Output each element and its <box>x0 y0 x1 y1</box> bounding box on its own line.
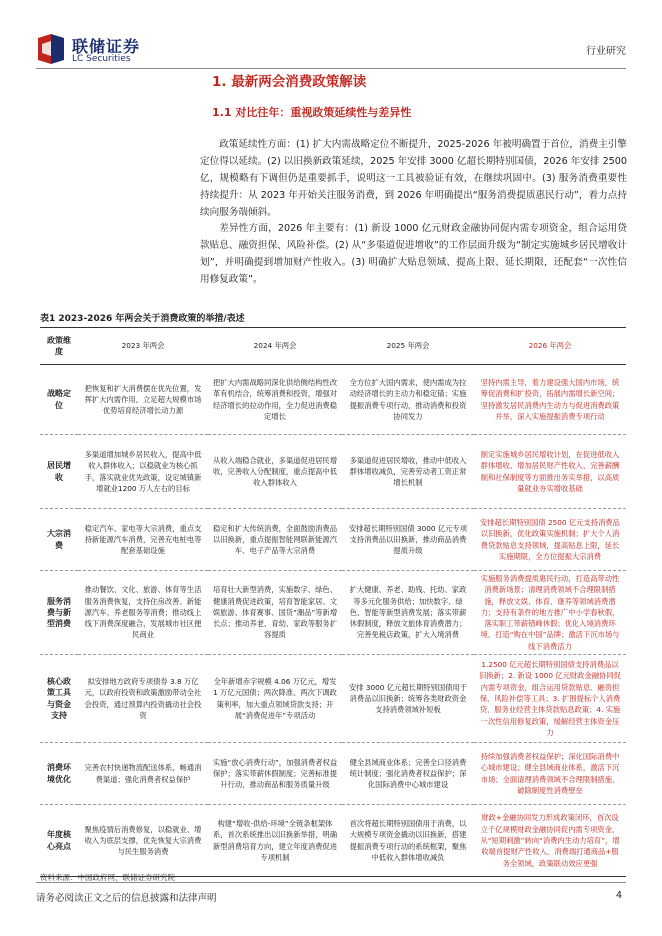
row-dimension: 大宗消费 <box>47 529 71 550</box>
cell-2025: 安排超长期特别国债 3000 亿元专项支持消费品以旧换新，推动商品消费提质升级 <box>348 523 468 556</box>
row-dimension: 核心政策工具与资金支持 <box>47 676 71 720</box>
cell-2024: 从收入端稳合就业，多渠道促进居民增收，完善收入分配制度，重点提高中低收入群体收入 <box>212 455 338 488</box>
cell-2026: 安排超长期特别国债 2500 亿元支持消费品以旧换新，优化政策实施机制；扩大个人消费贷款贴息支持领域，提高贴息上限，延长实施期限，全方位提振大宗消费 <box>480 517 620 561</box>
logo-english-name: LC Securities <box>72 54 131 64</box>
table-header-row <box>40 328 626 365</box>
table-row-consumption-environment <box>40 743 626 805</box>
table-source: 资料来源：中国政府网，联储证券研究院 <box>40 873 175 882</box>
row-dimension: 年度核心亮点 <box>47 830 71 851</box>
row-dimension: 服务消费与新型消费 <box>47 596 71 629</box>
cell-2023: 聚焦疫情后消费修复，以稳就业、增收入为底层支撑，优先恢复大宗消费与民生服务消费 <box>84 824 202 857</box>
header-2023: 2023 年两会 <box>121 341 165 351</box>
cell-2026: 持续加强消费者权益保护；深化国际消费中心城市建设；健全县域商业体系，激活下沉市场；全面清理消费领域不合理限制措施，破除制度性消费壁垒 <box>480 751 620 795</box>
cell-2023: 多渠道增加城乡居民收入，提高中低收入群体收入；以稳就业为核心抓手，落实就业优先政策，设定城镇新增就业1200 万人左右的目标 <box>84 449 202 493</box>
cell-2023: 推动餐饮、文化、旅游、体育等生活服务消费恢复，支持住房改善、新能源汽车、养老服务等消费；推动线上线下消费深度融合，发展城市社区便民商业 <box>84 585 202 640</box>
cell-2026: 制定实施城乡居民增收计划，在促进低收入群体增收、增加居民财产性收入、完善薪酬制和社保制度等方面推出务实举措，以高质量就业夯实增收基础 <box>480 449 620 493</box>
paragraph-differences: 差异性方面，2026 年主要有：(1) 新设 1000 亿元财政金融协同促内需专项资金，组合运用贷款贴息、融资担保、风险补偿。(2) 从“多渠道促进增收”的工作层面升级为“制定实施城乡居民增收计划”，并明确提到增加财产性收入。(3) 明确扩大贴息领域、提高上限、延长期限，还配套“一次性信用修复政策”。 <box>200 223 627 285</box>
footer-divider <box>36 882 626 883</box>
cell-2024: 稳定和扩大传统消费，全面鼓励消费品以旧换新，重点提振智能网联新能源汽车、电子产品等大宗消费 <box>212 523 338 556</box>
footer-disclaimer: 请务必阅读正文之后的信息披露和法律声明 <box>36 893 217 904</box>
header-divider <box>36 68 626 69</box>
cell-2024: 实施“放心消费行动”，加强消费者权益保护；落实带薪休假制度；完善标准提升行动，推动商品和服务质量升级 <box>212 757 338 790</box>
cell-2026: 1.2500 亿元超长期特别国债支持消费品以旧换新；2. 新设 1000 亿元财政金融协同促内需专项资金，组合运用贷款贴息、融资担保、风险补偿等工具；3. 扩围提标个人消费贷、服务业经营主体贷款贴息政策；4. 实施一次性信用修复政策，缓解经营主体资金压力 <box>479 660 621 737</box>
company-logo <box>36 32 156 68</box>
cell-2023: 完善农村快递物流配送体系，畅通消费渠道；强化消费者权益保护 <box>84 763 202 784</box>
company-logo-icon <box>36 34 66 64</box>
cell-2025: 扩大健康、养老、助残、托幼、家政等多元化服务供给；加快数字、绿色、智能等新型消费发展；落实带薪休假制度，释放文旅体育消费潜力；完善免税店政策，扩大入境消费 <box>349 585 467 640</box>
logo-chinese-name: 联储证券 <box>72 37 141 56</box>
header-2024: 2024 年两会 <box>253 341 297 351</box>
table-row-policy-tools <box>40 655 626 743</box>
header-2026: 2026 年两会 <box>528 341 572 351</box>
cell-2023: 拟安排地方政府专项债券 3.8 万亿元，以政府投资和政策激励带动全社会投资，通过预算内投资撬动社会投资 <box>84 676 202 720</box>
table-row-bulk-consumption <box>40 509 626 571</box>
cell-2024: 全年新增赤字规模 4.06 万亿元，增发 1 万亿元国债；两次降准、两次下调政策利率，加大重点领域贷款支持；开展“消费促进年”专项活动 <box>213 676 337 720</box>
cell-2026: 坚持内需主导，着力建设强大国内市场，统筹促消费和扩投资，拓展内需增长新空间；坚持激发居民消费内生动力与促进消费政策并举，深入实施提振消费专项行动 <box>480 377 620 421</box>
table-row-service-consumption <box>40 571 626 655</box>
row-dimension: 居民增收 <box>47 461 71 482</box>
table-row-annual-highlights <box>40 805 626 877</box>
table-row-strategy <box>40 365 626 435</box>
row-dimension: 战略定位 <box>47 389 71 410</box>
table-caption: 表1 2023-2026 年两会关于消费政策的举措/表述 <box>40 314 245 324</box>
header-2025: 2025 年两会 <box>386 341 430 351</box>
subsection-heading: 1.1 对比往年：重视政策延续性与差异性 <box>212 106 412 119</box>
cell-2023: 把恢复和扩大消费摆在优先位置，发挥扩大内需作用，立足超大规模市场优势培育经济增长动力源 <box>84 383 202 416</box>
cell-2025: 健全县域商业体系；完善全口径消费统计制度；强化消费者权益保护；深化国际消费中心城市建设 <box>349 757 467 790</box>
section-heading: 1. 最新两会消费政策解读 <box>212 74 367 90</box>
cell-2025: 首次将超长期特别国债用于消费，以大规模专项资金撬动以旧换新，搭建提振消费专项行动的系统框架，聚焦中低收入群体增收减负 <box>349 818 467 862</box>
header-dimension: 政策维度 <box>47 335 71 356</box>
cell-2026: 实施服务消费提质惠民行动，打造高带动性消费新场景；清理消费领域不合理限制措施，释放文娱、体育、康养等领域消费潜力；支持有条件的地方推广中小学春秋假，落实职工带薪错峰休假；优化入境消费环境，打造“购在中国”品牌；激活下沉市场与线下消费活力 <box>480 574 620 651</box>
cell-2025: 全方位扩大国内需求，使内需成为拉动经济增长的主动力和稳定锚；实施提振消费专项行动，推动消费和投资协同发力 <box>349 377 467 421</box>
row-dimension: 消费环境优化 <box>47 763 71 784</box>
paragraph-continuity: 政策延续性方面：(1) 扩大内需战略定位不断提升，2025-2026 年被明确置于首位，消费主引擎定位得以延续。(2) 以旧换新政策延续，2025 年安排 3000 亿超长期特别国债，2026 年安排 2500 亿，规模略有下调但仍是重要抓手，说明这一工具被验证有效，在继续巩固中。(3) 服务消费重要性持续提升：从 2023 年开始关注服务消费，到 2026 年明确提出“服务消费提质惠民行动”，着力点持续向服务端倾斜。 <box>200 139 627 218</box>
cell-2023: 稳定汽车、家电等大宗消费，重点支持新能源汽车消费，完善充电桩电等配套基础设施 <box>84 523 202 556</box>
cell-2025: 安排 3000 亿元超长期特别国债用于消费品以旧换新；统筹各类财政资金支持消费领域补短板 <box>348 682 468 715</box>
cell-2024: 把扩大内需战略同深化供给侧结构性改革有机结合，统筹消费和投资，增强对经济增长的拉动作用，全力促进消费稳定增长 <box>212 377 338 421</box>
cell-2024: 培育壮大新型消费，实施数字、绿色、健康消费促进政策，培育智能家居、文娱旅游、体育赛事、国货“潮品”等新增长点；推动养老、育幼、家政等服务扩容提质 <box>212 585 338 640</box>
policy-comparison-table <box>40 327 626 877</box>
page-number: 4 <box>615 890 622 901</box>
cell-2026: 财政+金融协同发力形成政策闭环，首次设立千亿规模财政金融协同促内需专项资金，从“短期刺激”转向“消费内生动力培育”，增收端首提财产性收入，消费端打通商品+服务全领域，政策联动效应更强 <box>480 813 620 868</box>
cell-2024: 构建“增收-供给-环境”全链条框架体系，首次系统推出以旧换新举措，明确新型消费培育方向，建立年度消费促进专项机制 <box>212 818 338 862</box>
table-row-income <box>40 435 626 509</box>
document-type: 行业研究 <box>586 46 626 57</box>
cell-2025: 多渠道促进居民增收，推动中低收入群体增收减负，完善劳动者工资正常增长机制 <box>349 455 467 488</box>
